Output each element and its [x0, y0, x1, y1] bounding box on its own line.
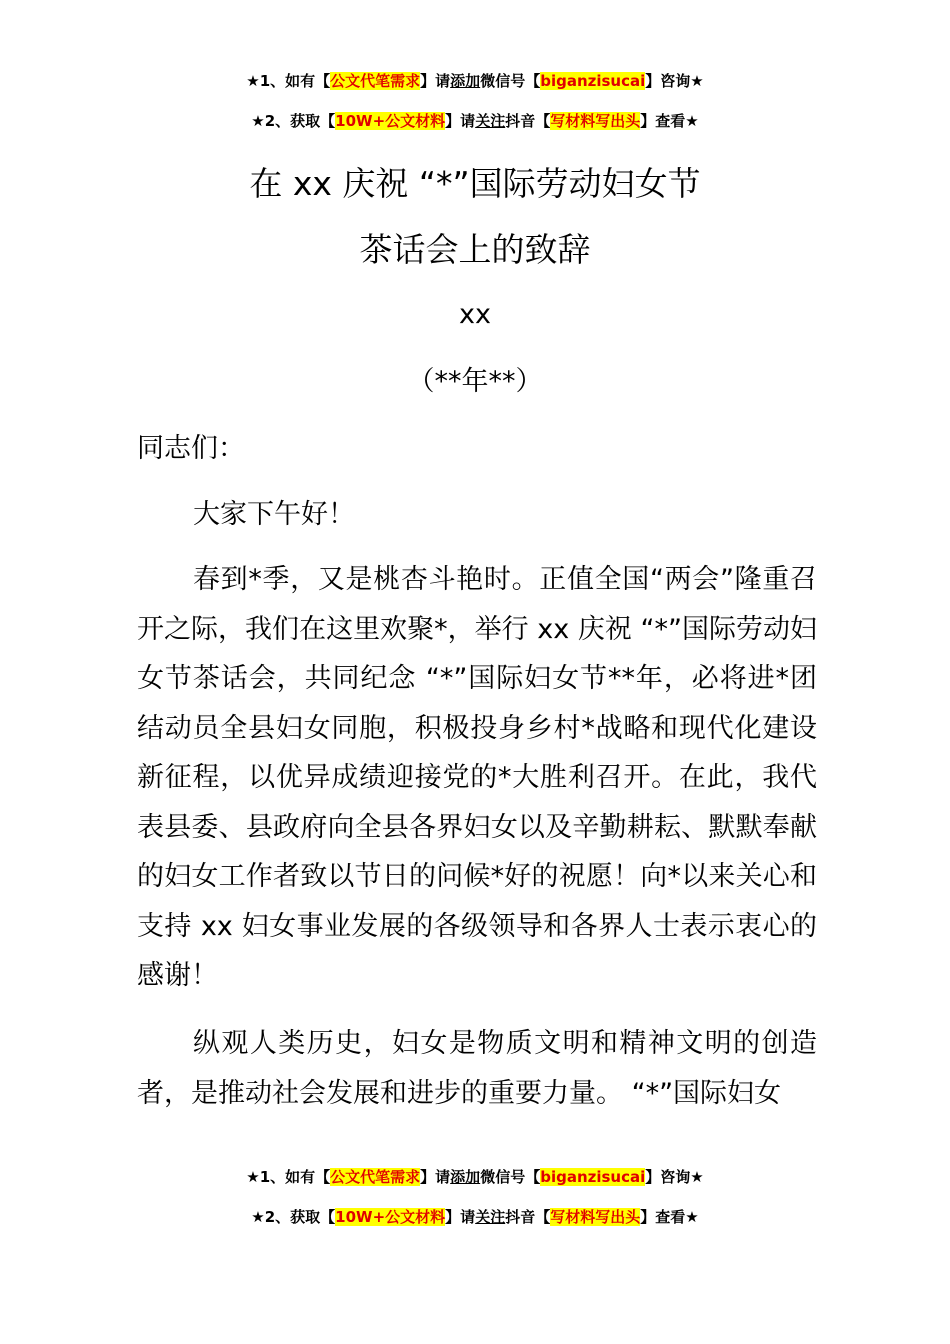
date-line: （**年**）: [407, 366, 543, 397]
star-icon: ★: [690, 72, 704, 90]
salutation: 同志们：: [137, 433, 245, 464]
footer-ad-line-2: [0, 1206, 950, 1228]
highlight-douyin-account: 写材料写出头: [550, 112, 641, 130]
underlined-word: 添加: [450, 72, 481, 90]
banner-text: 1、如有【: [259, 72, 331, 90]
author: xx: [459, 299, 491, 330]
banner-text: 微信号【: [480, 1168, 541, 1186]
banner-text: 】查看: [640, 1208, 686, 1226]
document-title-line-2: 茶话会上的致辞: [359, 230, 591, 269]
banner-text: 微信号【: [480, 72, 541, 90]
star-icon: ★: [251, 112, 265, 130]
underlined-word: 关注: [475, 1208, 506, 1226]
banner-text: 】请: [445, 112, 476, 130]
header-ad-line-2: [0, 110, 950, 132]
star-icon: ★: [690, 1168, 704, 1186]
underlined-word: 关注: [475, 112, 506, 130]
highlight-wechat-id: biganzisucai: [540, 72, 646, 90]
underlined-word: 添加: [450, 1168, 481, 1186]
star-icon: ★: [246, 72, 260, 90]
greeting: 大家下午好！: [193, 499, 355, 530]
banner-text: 1、如有【: [259, 1168, 331, 1186]
banner-text: 2、获取【: [264, 1208, 336, 1226]
banner-text: 2、获取【: [264, 112, 336, 130]
star-icon: ★: [251, 1208, 265, 1226]
highlight-douyin-account: 写材料写出头: [550, 1208, 641, 1226]
banner-text: 】咨询: [645, 1168, 691, 1186]
banner-text: 】请: [445, 1208, 476, 1226]
document-title-line-1: 在 xx 庆祝 “*”国际劳动妇女节: [249, 164, 701, 203]
highlight-wechat-id: biganzisucai: [540, 1168, 646, 1186]
banner-text: 】请: [420, 72, 451, 90]
star-icon: ★: [685, 112, 699, 130]
highlight-service: 公文代笔需求: [330, 72, 421, 90]
paragraph-1: 春到*季，又是桃杏斗艳时。正值全国“两会”隆重召开之际，我们在这里欢聚*，举行 xx 庆祝 “*”国际劳动妇女节茶话会，共同纪念 “*”国际妇女节**年，必将进*团结动员全县妇女同胞，积极投身乡村*战略和现代化建设新征程，以优异成绩迎接党的*大胜利召开。在此，我代表县委、县政府向全县各界妇女以及辛勤耕耘、默默奉献的妇女工作者致以节日的问候*好的祝愿！向*以来关心和支持 xx 妇女事业发展的各级领导和各界人士表示衷心的感谢！: [137, 564, 817, 991]
highlight-materials: 10W+公文材料: [335, 112, 446, 130]
paragraph-2: 纵观人类历史，妇女是物质文明和精神文明的创造者，是推动社会发展和进步的重要力量。 “*”国际妇女: [137, 1028, 817, 1109]
banner-text: 抖音【: [505, 1208, 551, 1226]
star-icon: ★: [685, 1208, 699, 1226]
star-icon: ★: [246, 1168, 260, 1186]
banner-text: 】查看: [640, 112, 686, 130]
banner-text: 抖音【: [505, 112, 551, 130]
highlight-service: 公文代笔需求: [330, 1168, 421, 1186]
header-ad-line-1: [0, 70, 950, 92]
banner-text: 】咨询: [645, 72, 691, 90]
banner-text: 】请: [420, 1168, 451, 1186]
highlight-materials: 10W+公文材料: [335, 1208, 446, 1226]
footer-ad-line-1: [0, 1166, 950, 1188]
